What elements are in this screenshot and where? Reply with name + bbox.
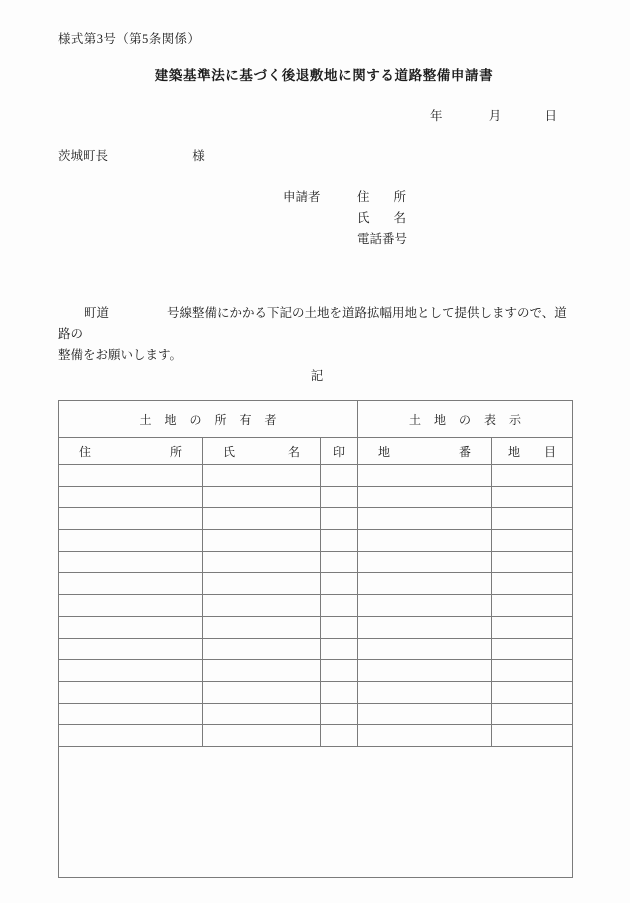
table-row [59,595,573,617]
table-cell[interactable] [492,703,573,725]
table-cell[interactable] [358,486,492,508]
applicant-name-label [357,208,406,226]
table-cell[interactable] [492,508,573,530]
table-cell[interactable] [203,465,321,487]
date-month-label: 月 [488,109,502,123]
applicant-name-row [283,208,407,229]
table-row [59,551,573,573]
table-cell[interactable] [492,530,573,552]
table-row [59,616,573,638]
table-cell[interactable] [321,508,358,530]
table-cell[interactable] [203,595,321,617]
table-cell[interactable] [59,465,203,487]
header-landinfo-label: 土 地 の 表 示 [409,412,527,427]
table-cell[interactable] [492,638,573,660]
table-cell[interactable] [358,660,492,682]
table-row [59,486,573,508]
date-day-label: 日 [544,109,558,123]
table-cell[interactable] [59,703,203,725]
header-land-category-left: 地 [508,444,521,459]
header-land-category [492,438,573,465]
page-title: 建築基準法に基づく後退敷地に関する道路整備申請書 [154,68,494,83]
header-name-left: 氏 [223,444,236,459]
table-cell[interactable] [321,530,358,552]
table-cell[interactable] [492,616,573,638]
table-cell[interactable] [358,551,492,573]
table-cell[interactable] [59,595,203,617]
table-row [59,638,573,660]
table-cell[interactable] [358,530,492,552]
applicant-address-label [357,187,406,205]
table-cell[interactable] [59,660,203,682]
table-cell[interactable] [321,465,358,487]
table-cell[interactable] [203,551,321,573]
table-cell[interactable] [492,725,573,747]
applicant-address-row [283,187,407,208]
addressee-recipient: 茨城町長 [58,149,109,163]
body-line-2: 整備をお願いします。 [58,348,183,362]
table-cell[interactable] [492,486,573,508]
table-cell[interactable] [321,595,358,617]
table-cell[interactable] [59,530,203,552]
table-cell[interactable] [203,616,321,638]
header-seal [321,438,358,465]
table-row [59,660,573,682]
blank-note-cell[interactable] [59,746,573,877]
table-cell[interactable] [59,551,203,573]
table-cell[interactable] [203,508,321,530]
header-seal-label: 印 [333,444,346,459]
header-address [59,438,203,465]
table-cell[interactable] [59,681,203,703]
table-cell[interactable] [321,573,358,595]
table-cell[interactable] [321,638,358,660]
table-cell[interactable] [321,703,358,725]
table-cell[interactable] [492,681,573,703]
table-cell[interactable] [203,573,321,595]
table-cell[interactable] [358,703,492,725]
table-cell[interactable] [321,660,358,682]
table-row [59,573,573,595]
table-row [59,703,573,725]
table-cell[interactable] [59,508,203,530]
addressee-line [58,146,205,164]
applicant-name-left: 氏 [357,211,370,225]
table-cell[interactable] [203,530,321,552]
applicant-block [283,187,407,250]
note-marker: 記 [310,369,324,383]
header-landowner-label: 土 地 の 所 有 者 [139,412,282,427]
table-cell[interactable] [321,725,358,747]
table-cell[interactable] [492,465,573,487]
header-address-left: 住 [79,444,92,459]
applicant-address-left: 住 [357,190,370,204]
applicant-phone-row [283,229,407,250]
table-cell[interactable] [59,573,203,595]
table-cell[interactable] [203,638,321,660]
table-cell[interactable] [492,595,573,617]
table-cell[interactable] [59,616,203,638]
table-cell[interactable] [203,681,321,703]
applicant-label: 申請者 [283,190,321,204]
date-year-label: 年 [430,109,443,123]
table-row [59,508,573,530]
table-cell[interactable] [358,725,492,747]
table-group-header-row [59,401,573,438]
table-cell[interactable] [321,551,358,573]
table-cell[interactable] [321,486,358,508]
table-cell[interactable] [321,681,358,703]
table-cell[interactable] [492,551,573,573]
applicant-name-right: 名 [393,211,407,225]
table-cell[interactable] [59,725,203,747]
table-cell[interactable] [59,638,203,660]
header-address-right: 所 [169,444,182,459]
addressee-honorific: 様 [192,149,205,163]
applicant-address-right: 所 [393,190,407,204]
header-name [203,438,321,465]
table-cell[interactable] [203,703,321,725]
table-cell[interactable] [358,616,492,638]
road-label: 町道 [84,306,110,320]
table-row [59,681,573,703]
table-cell[interactable] [203,725,321,747]
table-row [59,530,573,552]
table-column-header-row [59,438,573,465]
body-line-1: 号線整備にかかる下記の土地を道路拡幅用地として提供しますので、道路の [58,306,567,341]
table-cell[interactable] [203,486,321,508]
header-lot-number-right: 番 [459,444,472,459]
table-cell[interactable] [358,465,492,487]
header-name-right: 名 [287,444,300,459]
table-cell[interactable] [358,681,492,703]
header-lot-number-left: 地 [378,444,391,459]
header-landowner-group [59,401,358,438]
table-cell[interactable] [321,616,358,638]
header-landinfo-group [358,401,573,438]
body-paragraph [58,303,573,366]
table-cell[interactable] [358,638,492,660]
table-data-body [59,465,573,747]
table-blank-note-row [59,746,573,877]
header-land-category-right: 目 [544,444,557,459]
header-lot-number [358,438,492,465]
table-cell[interactable] [358,573,492,595]
applicant-phone-label: 電話番号 [357,232,408,246]
table-row [59,465,573,487]
table-cell[interactable] [59,486,203,508]
table-cell[interactable] [492,573,573,595]
table-cell[interactable] [203,660,321,682]
table-cell[interactable] [358,595,492,617]
date-line [430,106,557,124]
table-row [59,725,573,747]
form-number: 様式第3号（第5条関係） [58,32,201,46]
table-cell[interactable] [492,660,573,682]
table-cell[interactable] [358,508,492,530]
land-table [58,400,573,878]
